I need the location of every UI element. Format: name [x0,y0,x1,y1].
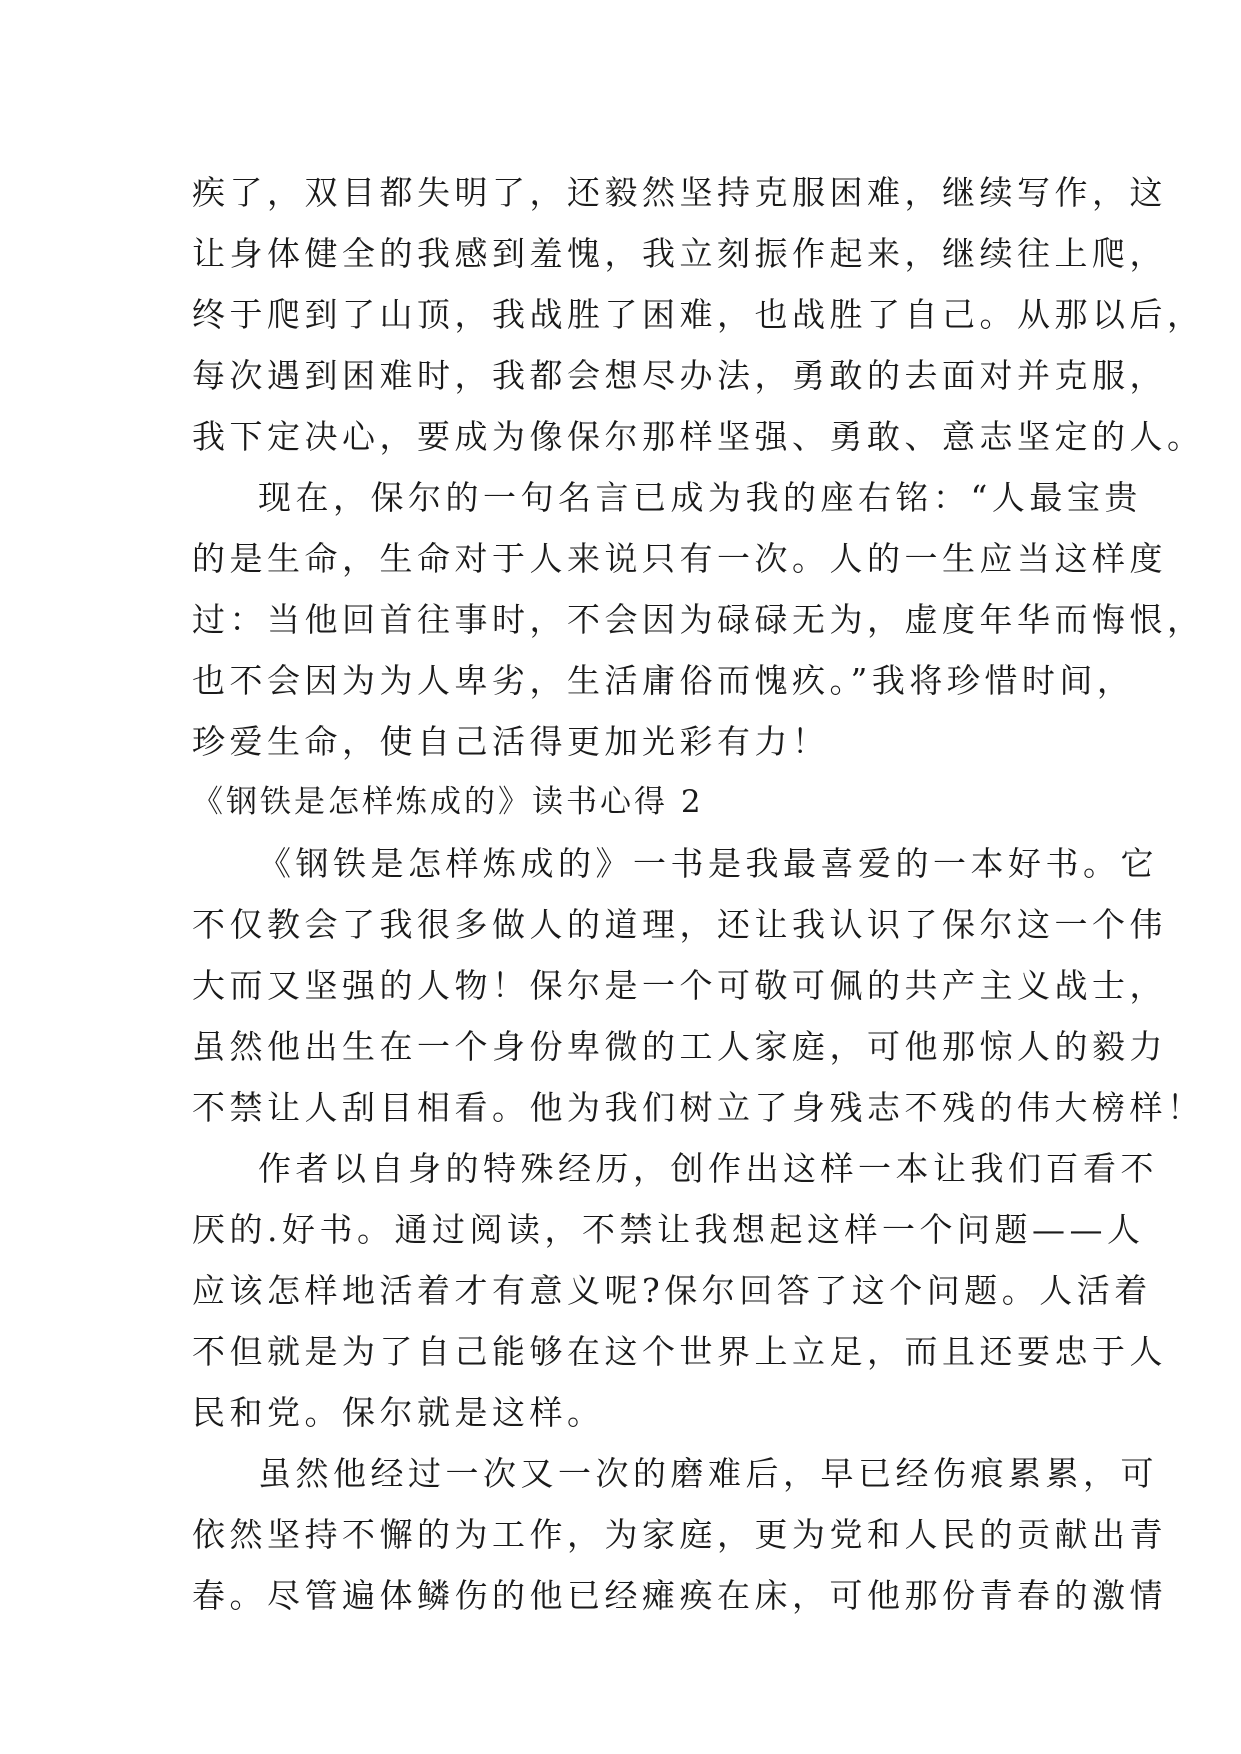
text-line: 民和党。保尔就是这样。 [192,1393,605,1432]
document-body [192,162,1205,1626]
text-line: 虽然他经过一次又一次的磨难后，早已经伤痕累累，可 [258,1454,1158,1493]
text-line: 珍爱生命，使自己活得更加光彩有力！ [192,722,830,761]
text-line: 依然坚持不懈的为工作，为家庭，更为党和人民的贡献出青 [192,1515,1167,1554]
text-line: 现在，保尔的一句名言已成为我的座右铭：“人最宝贵 [258,478,1142,517]
text-line: 疾了，双目都失明了，还毅然坚持克服困难，继续写作，这 [192,173,1167,212]
text-line: 应该怎样地活着才有意义呢?保尔回答了这个问题。人活着 [192,1271,1152,1310]
text-line: 厌的.好书。通过阅读，不禁让我想起这样一个问题——人 [192,1210,1145,1249]
text-line: 不仅教会了我很多做人的道理，还让我认识了保尔这一个伟 [192,905,1167,944]
text-line: 作者以自身的特殊经历，创作出这样一本让我们百看不 [258,1149,1158,1188]
text-line: 不但就是为了自己能够在这个世界上立足，而且还要忠于人 [192,1332,1167,1371]
text-line: 也不会因为为人卑劣，生活庸俗而愧疚。”我将珍惜时间， [192,661,1135,700]
text-line: 每次遇到困难时，我都会想尽办法，勇敢的去面对并克服， [192,356,1167,395]
text-line: 《钢铁是怎样炼成的》一书是我最喜爱的一本好书。它 [258,844,1158,883]
text-line: 过：当他回首往事时，不会因为碌碌无为，虚度年华而悔恨， [192,600,1205,639]
text-line: 终于爬到了山顶，我战胜了困难，也战胜了自己。从那以后， [192,295,1205,334]
text-line: 虽然他出生在一个身份卑微的工人家庭，可他那惊人的毅力 [192,1027,1167,1066]
text-line: 大而又坚强的人物！保尔是一个可敬可佩的共产主义战士， [192,966,1167,1005]
text-line: 不禁让人刮目相看。他为我们树立了身残志不残的伟大榜样！ [192,1088,1205,1127]
text-line: 春。尽管遍体鳞伤的他已经瘫痪在床，可他那份青春的激情 [192,1576,1167,1615]
section-heading: 《钢铁是怎样炼成的》读书心得 2 [192,784,704,820]
text-line: 的是生命，生命对于人来说只有一次。人的一生应当这样度 [192,539,1167,578]
text-line: 让身体健全的我感到羞愧，我立刻振作起来，继续往上爬， [192,234,1167,273]
text-line: 我下定决心，要成为像保尔那样坚强、勇敢、意志坚定的人。 [192,417,1205,456]
